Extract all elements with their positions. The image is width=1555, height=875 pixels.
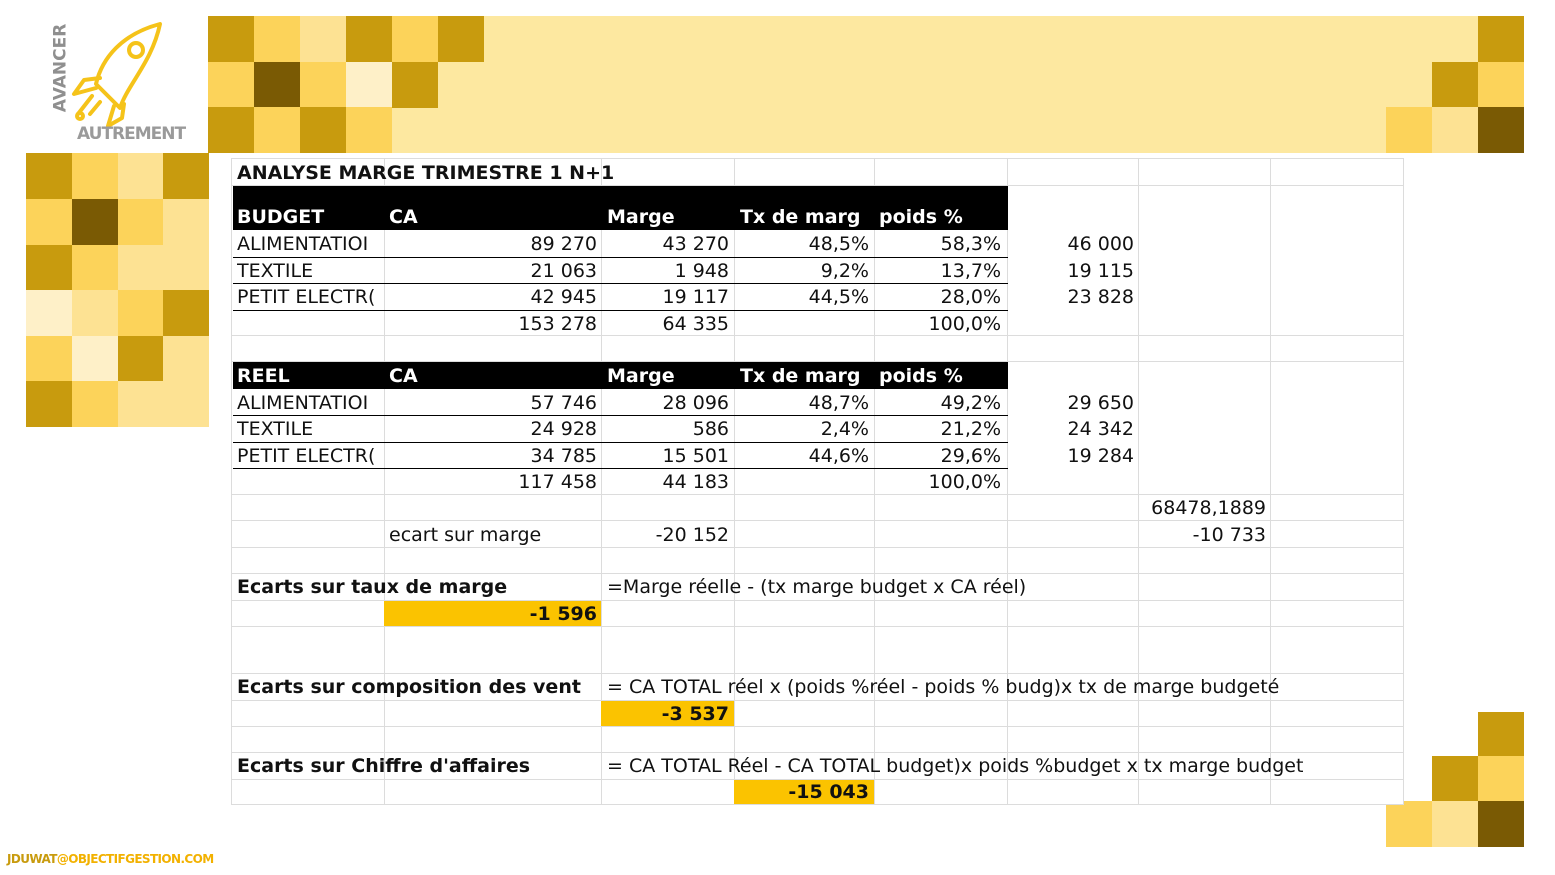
reel-row-marge: 586 xyxy=(692,418,729,440)
decor-square xyxy=(1386,801,1432,847)
budget-total-marge: 64 335 xyxy=(662,313,729,335)
budget-total-poids: 100,0% xyxy=(928,313,1001,335)
budget-row-taux: 9,2% xyxy=(820,260,869,282)
reel-row-extra: 19 284 xyxy=(1067,445,1134,467)
decor-square xyxy=(163,199,209,245)
gridline xyxy=(1403,158,1404,805)
left-decor-column xyxy=(26,153,208,427)
budget-header-marge: Marge xyxy=(607,206,675,228)
decor-square xyxy=(1478,756,1524,802)
budget-row-label: PETIT ELECTR( xyxy=(237,286,376,308)
taux-label: Ecarts sur taux de marge xyxy=(237,576,508,598)
reel-header-taux: Tx de marg xyxy=(740,365,861,387)
budget-row-ca: 21 063 xyxy=(530,260,597,282)
ecart-marge-value: -20 152 xyxy=(655,524,729,546)
gridline xyxy=(231,700,1404,701)
decor-square xyxy=(208,107,254,153)
budget-row-extra: 46 000 xyxy=(1067,233,1134,255)
reel-row-ca: 34 785 xyxy=(530,445,597,467)
decor-square xyxy=(72,290,118,336)
decor-square xyxy=(1432,801,1478,847)
reel-row-ca: 24 928 xyxy=(530,418,597,440)
gridline xyxy=(734,158,735,805)
bottom-right-decor xyxy=(1386,712,1524,846)
decor-square xyxy=(208,62,254,108)
budget-row-taux: 44,5% xyxy=(808,286,869,308)
decor-square xyxy=(163,290,209,336)
decor-square xyxy=(1478,16,1524,62)
reel-row-taux: 48,7% xyxy=(808,392,869,414)
reel-header-label: REEL xyxy=(237,365,290,387)
budget-row-poids: 58,3% xyxy=(940,233,1001,255)
composition-formula: = CA TOTAL réel x (poids %réel - poids % budg)x tx de marge budgeté xyxy=(607,676,1280,698)
reel-row-poids: 49,2% xyxy=(940,392,1001,414)
budget-row-ca: 42 945 xyxy=(530,286,597,308)
reel-row-label: TEXTILE xyxy=(237,418,314,440)
budget-header-taux: Tx de marg xyxy=(740,206,861,228)
brand-logo xyxy=(22,18,202,148)
decor-square xyxy=(118,153,164,199)
reel-total-poids: 100,0% xyxy=(928,471,1001,493)
misc-value: 68478,1889 xyxy=(1151,497,1266,519)
budget-row-taux: 48,5% xyxy=(808,233,869,255)
decor-square xyxy=(118,199,164,245)
decor-square xyxy=(26,336,72,382)
decor-square xyxy=(208,16,254,62)
decor-square xyxy=(163,245,209,291)
top-banner xyxy=(208,16,1524,153)
reel-row-extra: 29 650 xyxy=(1067,392,1134,414)
reel-row-extra: 24 342 xyxy=(1067,418,1134,440)
reel-header-ca: CA xyxy=(389,365,418,387)
reel-row-poids: 29,6% xyxy=(940,445,1001,467)
decor-square xyxy=(72,381,118,427)
reel-row-poids: 21,2% xyxy=(940,418,1001,440)
decor-square xyxy=(438,16,484,62)
decor-square xyxy=(254,16,300,62)
gridline xyxy=(231,158,1404,159)
budget-header-poids: poids % xyxy=(879,206,963,228)
decor-square xyxy=(26,381,72,427)
decor-square xyxy=(1432,62,1478,108)
reel-row-marge: 28 096 xyxy=(662,392,729,414)
reel-total-marge: 44 183 xyxy=(662,471,729,493)
budget-header-ca: CA xyxy=(389,206,418,228)
budget-row-poids: 13,7% xyxy=(940,260,1001,282)
decor-square xyxy=(346,107,392,153)
budget-row-extra: 19 115 xyxy=(1067,260,1134,282)
gridline xyxy=(1007,158,1008,805)
email-user: JDUWAT xyxy=(7,852,57,866)
budget-row-ca: 89 270 xyxy=(530,233,597,255)
gridline xyxy=(1270,158,1271,805)
decor-square xyxy=(118,290,164,336)
reel-row-label: ALIMENTATIOI xyxy=(237,392,369,414)
ecart-label: ecart sur marge xyxy=(389,524,542,546)
composition-value: -3 537 xyxy=(661,703,729,725)
brand-word-bottom: AUTREMENT xyxy=(77,124,186,144)
brand-word-top: AVANCER xyxy=(50,23,71,113)
budget-row-marge: 19 117 xyxy=(662,286,729,308)
decor-square xyxy=(72,245,118,291)
decor-square xyxy=(163,381,209,427)
decor-square xyxy=(163,336,209,382)
decor-square xyxy=(26,245,72,291)
budget-header-label: BUDGET xyxy=(237,206,325,228)
rocket-icon xyxy=(60,18,170,128)
decor-square xyxy=(163,153,209,199)
decor-square xyxy=(1478,712,1524,758)
decor-square xyxy=(26,290,72,336)
decor-square xyxy=(1478,62,1524,108)
reel-row-marge: 15 501 xyxy=(662,445,729,467)
decor-square xyxy=(26,153,72,199)
budget-row-label: TEXTILE xyxy=(237,260,314,282)
decor-square xyxy=(1432,756,1478,802)
decor-square xyxy=(1478,801,1524,847)
decor-square xyxy=(118,245,164,291)
spreadsheet xyxy=(231,158,1404,805)
reel-row-taux: 44,6% xyxy=(808,445,869,467)
contact-email[interactable] xyxy=(7,852,214,866)
reel-header-poids: poids % xyxy=(879,365,963,387)
decor-square xyxy=(1386,107,1432,153)
gridline xyxy=(231,158,232,805)
reel-header-marge: Marge xyxy=(607,365,675,387)
budget-row-marge: 43 270 xyxy=(662,233,729,255)
decor-square xyxy=(118,336,164,382)
reel-total-ca: 117 458 xyxy=(518,471,597,493)
gridline xyxy=(384,158,385,805)
decor-square xyxy=(346,16,392,62)
composition-label: Ecarts sur composition des vent xyxy=(237,676,581,698)
budget-row-extra: 23 828 xyxy=(1067,286,1134,308)
budget-total-ca: 153 278 xyxy=(518,313,597,335)
decor-square xyxy=(392,16,438,62)
decor-square xyxy=(118,381,164,427)
decor-square xyxy=(300,107,346,153)
decor-square xyxy=(346,62,392,108)
decor-square xyxy=(300,62,346,108)
decor-square xyxy=(1432,107,1478,153)
taux-value: -1 596 xyxy=(529,603,597,625)
decor-square xyxy=(72,153,118,199)
gridline xyxy=(874,158,875,805)
sheet-title: ANALYSE MARGE TRIMESTRE 1 N+1 xyxy=(237,162,615,184)
reel-row-ca: 57 746 xyxy=(530,392,597,414)
decor-square xyxy=(254,107,300,153)
decor-square xyxy=(392,62,438,108)
decor-square xyxy=(72,336,118,382)
decor-square xyxy=(26,199,72,245)
gridline xyxy=(231,726,1404,727)
chiffre-value: -15 043 xyxy=(788,781,869,803)
decor-square xyxy=(1478,107,1524,153)
taux-formula: =Marge réelle - (tx marge budget x CA réel) xyxy=(607,576,1027,598)
decor-square xyxy=(300,16,346,62)
reel-row-taux: 2,4% xyxy=(820,418,869,440)
reel-row-label: PETIT ELECTR( xyxy=(237,445,376,467)
chiffre-label: Ecarts sur Chiffre d'affaires xyxy=(237,755,531,777)
decor-square xyxy=(72,199,118,245)
decor-square xyxy=(254,62,300,108)
email-domain: @OBJECTIFGESTION.COM xyxy=(56,852,214,866)
ecart-other-value: -10 733 xyxy=(1192,524,1266,546)
gridline xyxy=(1138,158,1139,805)
budget-row-label: ALIMENTATIOI xyxy=(237,233,369,255)
budget-row-poids: 28,0% xyxy=(940,286,1001,308)
budget-row-marge: 1 948 xyxy=(674,260,729,282)
chiffre-formula: = CA TOTAL Réel - CA TOTAL budget)x poids %budget x tx marge budget xyxy=(607,755,1304,777)
